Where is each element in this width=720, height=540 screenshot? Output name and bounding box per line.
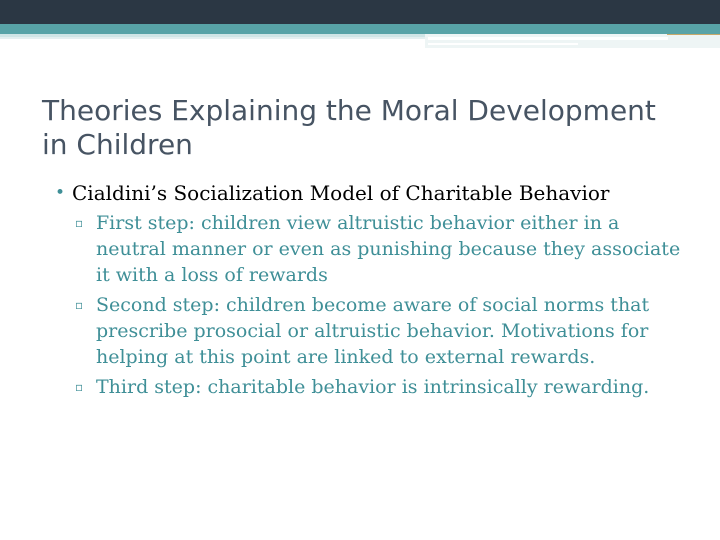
- slide-title: Theories Explaining the Moral Development in Children: [42, 94, 656, 161]
- square-bullet-icon: ▫: [75, 298, 84, 312]
- slide-content: [55, 180, 695, 404]
- header-accent-stripe: [428, 37, 668, 40]
- header-accent-stripe: [428, 43, 578, 45]
- square-bullet-icon: ▫: [75, 216, 84, 230]
- bullet-text: Cialdini’s Socialization Model of Charitable Behavior: [72, 181, 610, 205]
- bullet-item: [55, 180, 695, 206]
- sub-bullet-item: [55, 374, 695, 400]
- square-bullet-icon: ▫: [75, 380, 84, 394]
- sub-bullet-text: First step: children view altruistic behavior either in a neutral manner or even as punishing because they associate it with a loss of rewards: [96, 212, 681, 286]
- sub-bullet-item: [55, 292, 695, 370]
- header-gold-line: [667, 34, 720, 35]
- sub-bullet-text: Third step: charitable behavior is intrinsically rewarding.: [96, 376, 650, 398]
- sub-bullet-text: Second step: children become aware of social norms that prescribe prosocial or altruistic behavior. Motivations for helping at this point are linked to external rewards.: [96, 294, 650, 368]
- bullet-marker-icon: •: [55, 183, 66, 203]
- header-band-dark: [0, 0, 720, 24]
- header-band-teal: [0, 24, 720, 34]
- sub-bullet-list: [55, 210, 695, 400]
- sub-bullet-item: [55, 210, 695, 288]
- header-accent-line: [0, 37, 425, 39]
